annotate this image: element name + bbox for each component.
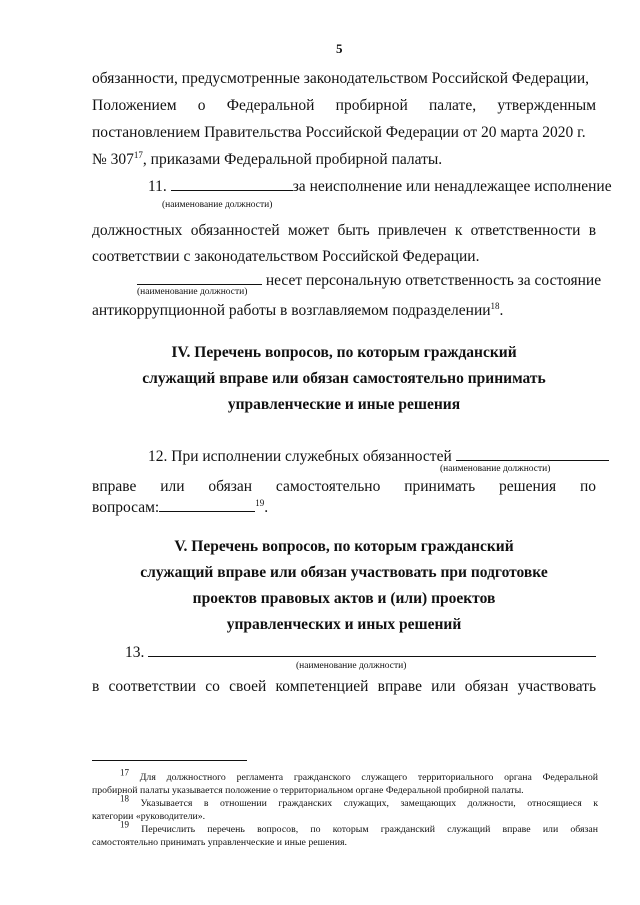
section-5-heading-line: управленческих и иных решений — [226, 616, 462, 633]
paragraph-line-justified — [92, 97, 596, 115]
footnote-ref-19: 19 — [255, 497, 265, 508]
word: должностного — [166, 772, 226, 783]
paragraph-text: антикоррупционной работы в возглавляемом подразделении — [92, 302, 491, 319]
word: обязанностей — [190, 222, 280, 239]
word: обязан — [570, 824, 599, 835]
word: служащий — [447, 824, 491, 835]
section-4-heading-line: управленческие и иные решения — [227, 396, 461, 413]
word: Федеральной — [226, 97, 315, 114]
word: палате, — [429, 97, 477, 114]
paragraph-line — [92, 302, 503, 320]
word: отношении — [220, 798, 267, 809]
word: гражданский — [380, 824, 435, 835]
footnote-18-line2: категории «руководители». — [92, 811, 206, 822]
law-reference: № 307 — [92, 151, 134, 168]
word: обязан — [464, 678, 509, 695]
section-4-heading-line: служащий вправе или обязан самостоятельно принимать — [142, 370, 546, 387]
responsibility-text: несет персональную ответственность за состояние — [265, 272, 602, 289]
word: вправе — [92, 478, 137, 495]
paragraph-text: вопросам: — [92, 499, 160, 516]
word: может — [287, 222, 330, 239]
word: перечень — [207, 824, 245, 835]
word: быть — [337, 222, 370, 239]
word: или — [431, 678, 456, 695]
section-4-heading-line: IV. Перечень вопросов, по которым гражданский — [171, 344, 517, 361]
item-12-line — [148, 446, 609, 466]
word: $^{17}$ Для — [120, 767, 156, 783]
word: гражданских — [278, 798, 333, 809]
word: $^{18}$ Указывается — [120, 793, 193, 809]
section-5-heading-line: служащий вправе или обязан участвовать при подготовке — [140, 564, 548, 581]
paragraph-text: . — [264, 499, 269, 516]
position-blank — [159, 497, 255, 512]
word: в — [203, 798, 209, 809]
footnote-17-line2: пробирной палаты указывается положение о территориальном органе Федеральной пробирной палаты. — [92, 785, 524, 796]
paragraph-text: . — [499, 302, 504, 319]
position-blank — [137, 270, 262, 285]
word: ответственности — [470, 222, 581, 239]
item-number: 11. — [148, 178, 167, 195]
footnote-17-line1 — [92, 767, 598, 784]
position-caption: (наименование должности) — [296, 661, 407, 671]
section-5-heading-line: V. Перечень вопросов, по которым гражданский — [174, 538, 514, 555]
paragraph-line-justified — [92, 478, 596, 496]
word: в — [92, 678, 100, 695]
word: Положением — [92, 97, 177, 114]
word: своей — [229, 678, 267, 695]
word: регламента — [236, 772, 284, 783]
word: по — [310, 824, 321, 835]
footnote-separator — [92, 760, 247, 761]
footnote-19-line2: самостоятельно принимать управленческие и иные решения. — [92, 837, 347, 848]
footnote-19-line1 — [92, 819, 599, 836]
item-text: 12. При исполнении служебных обязанностей — [148, 448, 452, 465]
footnote-mark: 17 — [120, 767, 129, 778]
word: пробирной — [335, 97, 408, 114]
item-number: 13. — [125, 644, 145, 661]
paragraph-line: соответствии с законодательством Российской Федерации. — [92, 248, 480, 265]
item-text: за неисполнение или ненадлежащее исполнение — [292, 178, 612, 195]
word: обязан — [208, 478, 253, 495]
word: к — [593, 798, 598, 809]
paragraph-line-justified — [92, 222, 596, 240]
footnote-ref-18: 18 — [490, 300, 500, 311]
position-caption: (наименование должности) — [440, 464, 551, 474]
word: или — [542, 824, 559, 835]
word: вправе — [377, 678, 422, 695]
word: самостоятельно — [275, 478, 381, 495]
page-number: 5 — [336, 41, 343, 56]
word: должности, — [467, 798, 516, 809]
word: должностных — [92, 222, 183, 239]
paragraph-line — [92, 497, 268, 517]
position-caption: (наименование должности) — [162, 200, 273, 210]
word: вправе — [502, 824, 531, 835]
word: решения — [499, 478, 557, 495]
section-5-heading-line: проектов правовых актов и (или) проектов — [192, 590, 496, 607]
item-13-line — [125, 642, 596, 662]
word: служащего — [361, 772, 408, 783]
word: гражданского — [293, 772, 351, 783]
word: служащих, — [343, 798, 389, 809]
word: относящиеся — [527, 798, 582, 809]
position-blank — [148, 642, 596, 657]
footnote-ref-17: 17 — [133, 149, 143, 160]
paragraph-line — [92, 151, 442, 169]
word: замещающих — [400, 798, 457, 809]
word: или — [160, 478, 185, 495]
paragraph-line: обязанности, предусмотренные законодательством Российской Федерации, — [92, 70, 590, 87]
word: о — [197, 97, 206, 114]
footnote-mark: 19 — [120, 819, 129, 830]
footnote-mark: 18 — [120, 793, 129, 804]
word: принимать — [404, 478, 476, 495]
paragraph-line: постановлением Правительства Российской Федерации от 20 марта 2020 г. — [92, 124, 586, 141]
footnote-18-line1 — [92, 793, 598, 810]
word: по — [580, 478, 597, 495]
paragraph-text: , приказами Федеральной пробирной палаты. — [142, 151, 443, 168]
position-blank — [456, 446, 609, 461]
word: к — [454, 222, 463, 239]
word: соответствии — [108, 678, 197, 695]
word: вопросов, — [257, 824, 299, 835]
word: привлечен — [377, 222, 447, 239]
word: компетенцией — [275, 678, 369, 695]
paragraph-line-justified — [92, 678, 596, 696]
word: участвовать — [517, 678, 597, 695]
word: $^{19}$ Перечислить — [120, 819, 196, 835]
word: в — [588, 222, 597, 239]
word: которым — [332, 824, 369, 835]
word: территориального — [417, 772, 494, 783]
word: органа — [504, 772, 532, 783]
position-blank — [171, 176, 293, 191]
word: Федеральной — [542, 772, 598, 783]
item-11-line — [148, 176, 612, 196]
word: утвержденным — [497, 97, 597, 114]
word: со — [205, 678, 220, 695]
position-caption: (наименование должности) — [137, 287, 248, 297]
